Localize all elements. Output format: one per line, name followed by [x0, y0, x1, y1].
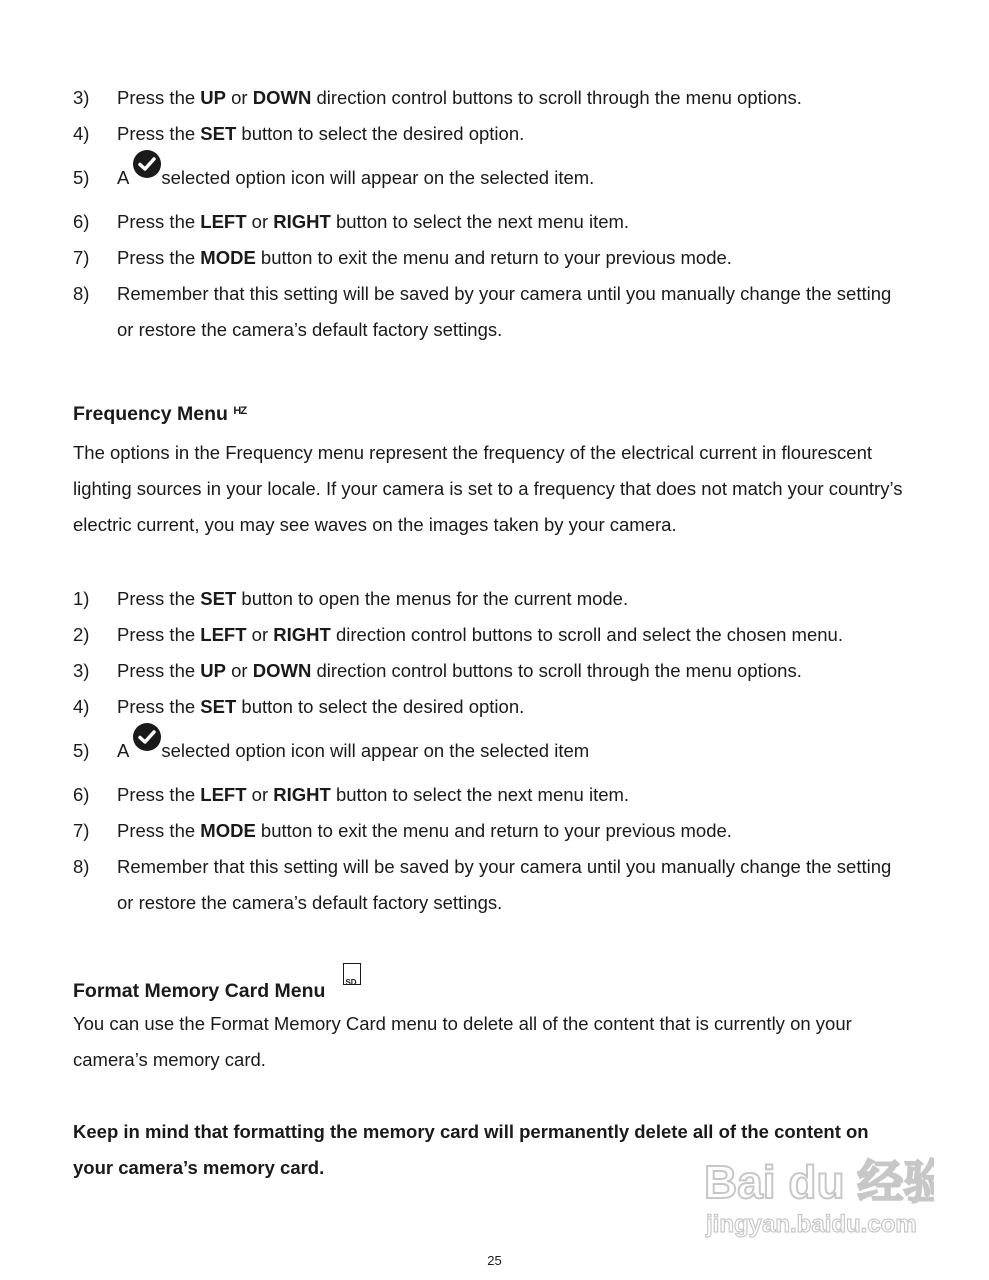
- document-page: [73, 80, 923, 1186]
- list-number: 5): [73, 740, 90, 761]
- frequency-description: The options in the Frequency menu represent the frequency of the electrical current in flourescent lighting sources in your locale. If your camera is set to a frequency that does not match your country’s electric current, you may see waves on the images taken by your camera.: [73, 442, 903, 535]
- list-item: 6) Press the LEFT or RIGHT button to select the next menu item.: [73, 777, 923, 813]
- list-item: 5) A selected option icon will appear on the selected item.: [73, 152, 923, 204]
- list-item: 1) Press the SET button to open the menus for the current mode.: [73, 581, 923, 617]
- list-item: 7) Press the MODE button to exit the menu and return to your previous mode.: [73, 240, 923, 276]
- list-number: 3): [73, 87, 90, 108]
- checkmark-icon: [133, 150, 161, 178]
- list-item: 5) A selected option icon will appear on the selected item: [73, 725, 923, 777]
- page-number: 25: [487, 1253, 502, 1268]
- list-item: 6) Press the LEFT or RIGHT button to select the next menu item.: [73, 204, 923, 240]
- list-number: 6): [73, 211, 90, 232]
- list-item: 2) Press the LEFT or RIGHT direction control buttons to scroll and select the chosen menu.: [73, 617, 923, 653]
- list-number: 6): [73, 784, 90, 805]
- section-heading-format: Format Memory Card Menu SD: [73, 971, 923, 1006]
- watermark-url: jingyan.baidu.com: [706, 1211, 917, 1238]
- format-description: You can use the Format Memory Card menu to delete all of the content that is currently on your camera’s memory card.: [73, 1013, 852, 1070]
- list-item: 3) Press the UP or DOWN direction control buttons to scroll through the menu options.: [73, 653, 923, 689]
- list-number: 2): [73, 624, 90, 645]
- checkmark-icon: [133, 723, 161, 751]
- list-number: 1): [73, 588, 90, 609]
- list-item: 8) Remember that this setting will be saved by your camera until you manually change the setting or restore the camera’s default factory settings.: [73, 849, 923, 921]
- instruction-list-1: [73, 80, 923, 348]
- watermark-brand: Bai du 经验: [704, 1156, 934, 1208]
- list-number: 5): [73, 167, 90, 188]
- list-item: 4) Press the SET button to select the desired option.: [73, 116, 923, 152]
- instruction-list-2: [73, 581, 923, 921]
- list-item: 4) Press the SET button to select the desired option.: [73, 689, 923, 725]
- list-number: 7): [73, 247, 90, 268]
- list-item: 8) Remember that this setting will be saved by your camera until you manually change the setting or restore the camera’s default factory settings.: [73, 276, 923, 348]
- list-number: 3): [73, 660, 90, 681]
- baidu-watermark: [702, 1140, 934, 1240]
- list-item: 3) Press the UP or DOWN direction control buttons to scroll through the menu options.: [73, 80, 923, 116]
- format-warning: Keep in mind that formatting the memory card will permanently delete all of the content on your camera’s memory card.: [73, 1121, 869, 1178]
- list-number: 7): [73, 820, 90, 841]
- section-heading-frequency: Frequency Menu $^{HZ}$: [73, 403, 247, 425]
- list-number: 4): [73, 123, 90, 144]
- list-item: 7) Press the MODE button to exit the menu and return to your previous mode.: [73, 813, 923, 849]
- hz-icon: HZ: [233, 405, 247, 417]
- list-number: 4): [73, 696, 90, 717]
- list-number: 8): [73, 856, 90, 877]
- list-number: 8): [73, 283, 90, 304]
- sd-card-icon: SD: [343, 963, 361, 985]
